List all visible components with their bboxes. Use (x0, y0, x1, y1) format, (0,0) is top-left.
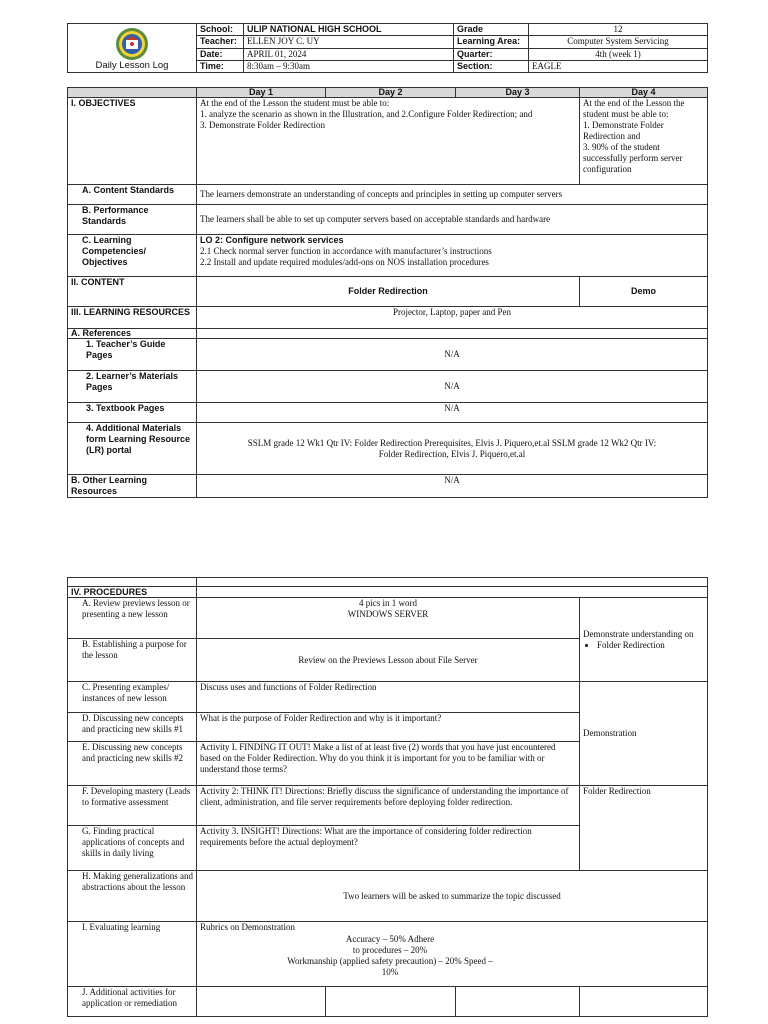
procedures-table (67, 577, 708, 1017)
procedure-i-label: I. Evaluating learning (68, 922, 197, 987)
grade-value: 12 (529, 24, 708, 36)
rubric-line: Workmanship (applied safety precaution) – 20% Speed – (287, 956, 493, 966)
resources-text: Projector, Laptop, paper and Pen (197, 307, 708, 329)
procedure-b-text: Review on the Previews Lesson about File Server (197, 639, 580, 682)
objectives-table (67, 87, 708, 498)
objectives-day4-line: 1. Demonstrate Folder Redirection and (583, 120, 664, 141)
competency-item: 2.1 Check normal server function in accordance with manufacturer’s instructions (200, 246, 492, 256)
performance-standards-label: B. Performance Standards (68, 205, 197, 235)
learners-materials-label: 2. Learner’s Materials Pages (68, 371, 197, 403)
competencies-text (197, 235, 708, 277)
procedures-header-blank (197, 587, 708, 598)
procedure-a-line2: WINDOWS SERVER (347, 609, 429, 619)
day-header-4: Day 4 (580, 88, 708, 98)
objectives-main (197, 98, 580, 185)
additional-materials-text: SSLM grade 12 Wk1 Qtr IV: Folder Redirection Prerequisites, Elvis J. Piquero,et.al SSLM grade 12 Wk2 Qtr IV: Folder Redirection, Elvis J. Piquero,et.al (197, 423, 708, 475)
procedure-day4-top (580, 598, 708, 682)
procedure-h-text: Two learners will be asked to summarize the topic discussed (197, 871, 708, 922)
teachers-guide-text: N/A (197, 339, 708, 371)
rubric-block (200, 934, 580, 978)
procedure-j-day2 (326, 987, 456, 1017)
rubric-line: Accuracy – 50% Adhere (345, 934, 435, 944)
date-value: APRIL 01, 2024 (244, 48, 454, 60)
procedures-top-blank (68, 578, 197, 587)
date-label: Date: (197, 48, 244, 60)
rubric-title: Rubrics on Demonstration (200, 922, 295, 932)
deped-seal-icon (115, 27, 149, 61)
other-resources-text: N/A (197, 475, 708, 498)
teacher-label: Teacher: (197, 36, 244, 48)
procedure-day4-low: Folder Redirection (580, 786, 708, 871)
time-value: 8:30am – 9:30am (244, 60, 454, 72)
procedure-b-label: B. Establishing a purpose for the lesson (68, 639, 197, 682)
competency-item: 2.2 Install and update required modules/add-ons on NOS installation procedures (200, 257, 489, 267)
day-header-blank (68, 88, 197, 98)
procedures-top-blank (197, 578, 708, 587)
teachers-guide-label: 1. Teacher’s Guide Pages (68, 339, 197, 371)
procedure-a-label: A. Review previews lesson or presenting a new lesson (68, 598, 197, 639)
performance-standards-text: The learners shall be able to set up computer servers based on acceptable standards and hardware (197, 205, 708, 235)
procedure-d-label: D. Discussing new concepts and practicing new skills #1 (68, 713, 197, 742)
school-value: ULIP NATIONAL HIGH SCHOOL (244, 24, 454, 36)
procedure-e-text: Activity I. FINDING IT OUT! Make a list of at least five (2) words that you have just encountered based on the Folder Redirection. Why do you think it is important for you to be familiar with or understand those terms? (197, 742, 580, 786)
procedure-f-text: Activity 2: THINK IT! Directions: Briefly discuss the significance of understanding the importance of client, administration, and file server requirements before deploying folder redirection. (197, 786, 580, 826)
procedure-a-text (197, 598, 580, 639)
resources-label: III. LEARNING RESOURCES (68, 307, 197, 329)
content-standards-text: The learners demonstrate an understanding of concepts and principles in setting up computer servers (197, 185, 708, 205)
quarter-label: Quarter: (454, 48, 529, 60)
teacher-value: ELLEN JOY C. UY (244, 36, 454, 48)
content-main: Folder Redirection (197, 277, 580, 307)
procedure-e-label: E. Discussing new concepts and practicing new skills #2 (68, 742, 197, 786)
procedure-day4-mid: Demonstration (580, 682, 708, 786)
content-label: II. CONTENT (68, 277, 197, 307)
objectives-line: At the end of the Lesson the student must be able to: (200, 98, 390, 108)
content-standards-label: A. Content Standards (68, 185, 197, 205)
procedure-i-text (197, 922, 708, 987)
procedure-a-line1: 4 pics in 1 word (359, 598, 417, 608)
learners-materials-text: N/A (197, 371, 708, 403)
procedure-d-text: What is the purpose of Folder Redirection and why is it important? (197, 713, 580, 742)
logo-cell (68, 24, 197, 73)
area-label: Learning Area: (454, 36, 529, 48)
section-value: EAGLE (529, 60, 708, 72)
rubric-line: 10% (381, 967, 399, 977)
procedure-g-text: Activity 3. INSIGHT! Directions: What are the importance of considering folder redirection requirements before the actual deployment? (197, 826, 580, 871)
procedure-j-label: J. Additional activities for application or remediation (68, 987, 197, 1017)
procedure-j-day4 (580, 987, 708, 1017)
procedure-g-label: G. Finding practical applications of concepts and skills in daily living (68, 826, 197, 871)
procedure-day4-list (583, 640, 704, 651)
header-table (67, 23, 708, 73)
time-label: Time: (197, 60, 244, 72)
objectives-label: I. OBJECTIVES (68, 98, 197, 185)
day-header-2: Day 2 (326, 88, 456, 98)
procedure-c-label: C. Presenting examples/ instances of new lesson (68, 682, 197, 713)
page-title: Daily Lesson Log (95, 60, 169, 71)
objectives-day4-line: 3. 90% of the student successfully perform server configuration (583, 142, 683, 174)
area-value: Computer System Servicing (529, 36, 708, 48)
procedure-j-day1 (197, 987, 326, 1017)
rubric-line: to procedures – 20% (352, 945, 428, 955)
procedure-h-label: H. Making generalizations and abstractions about the lesson (68, 871, 197, 922)
additional-materials-label: 4. Additional Materials form Learning Resource (LR) portal (68, 423, 197, 475)
grade-label: Grade (454, 24, 529, 36)
day-header-1: Day 1 (197, 88, 326, 98)
quarter-value: 4th (week 1) (529, 48, 708, 60)
objectives-line: 1. analyze the scenario as shown in the Illustration, and 2.Configure Folder Redirection; and (200, 109, 533, 119)
procedure-f-label: F. Developing mastery (Leads to formative assessment (68, 786, 197, 826)
section-label: Section: (454, 60, 529, 72)
other-resources-label: B. Other Learning Resources (68, 475, 197, 498)
competencies-label: C. Learning Competencies/ Objectives (68, 235, 197, 277)
textbook-text: N/A (197, 403, 708, 423)
procedure-day4-bullet: • Folder Redirection (597, 640, 704, 651)
objectives-day4-line: At the end of the Lesson the student must be able to: (583, 98, 685, 119)
procedure-day4-top-text: Demonstrate understanding on (583, 628, 694, 639)
procedures-label: IV. PROCEDURES (68, 587, 197, 598)
content-day4: Demo (580, 277, 708, 307)
objectives-line: 3. Demonstrate Folder Redirection (200, 120, 325, 130)
objectives-day4 (580, 98, 708, 185)
procedure-j-day3 (456, 987, 580, 1017)
textbook-label: 3. Textbook Pages (68, 403, 197, 423)
references-label: A. References (68, 329, 197, 339)
day-header-3: Day 3 (456, 88, 580, 98)
procedure-c-text: Discuss uses and functions of Folder Redirection (197, 682, 580, 713)
school-label: School: (197, 24, 244, 36)
competencies-title: LO 2: Configure network services (200, 235, 344, 245)
references-blank (197, 329, 708, 339)
